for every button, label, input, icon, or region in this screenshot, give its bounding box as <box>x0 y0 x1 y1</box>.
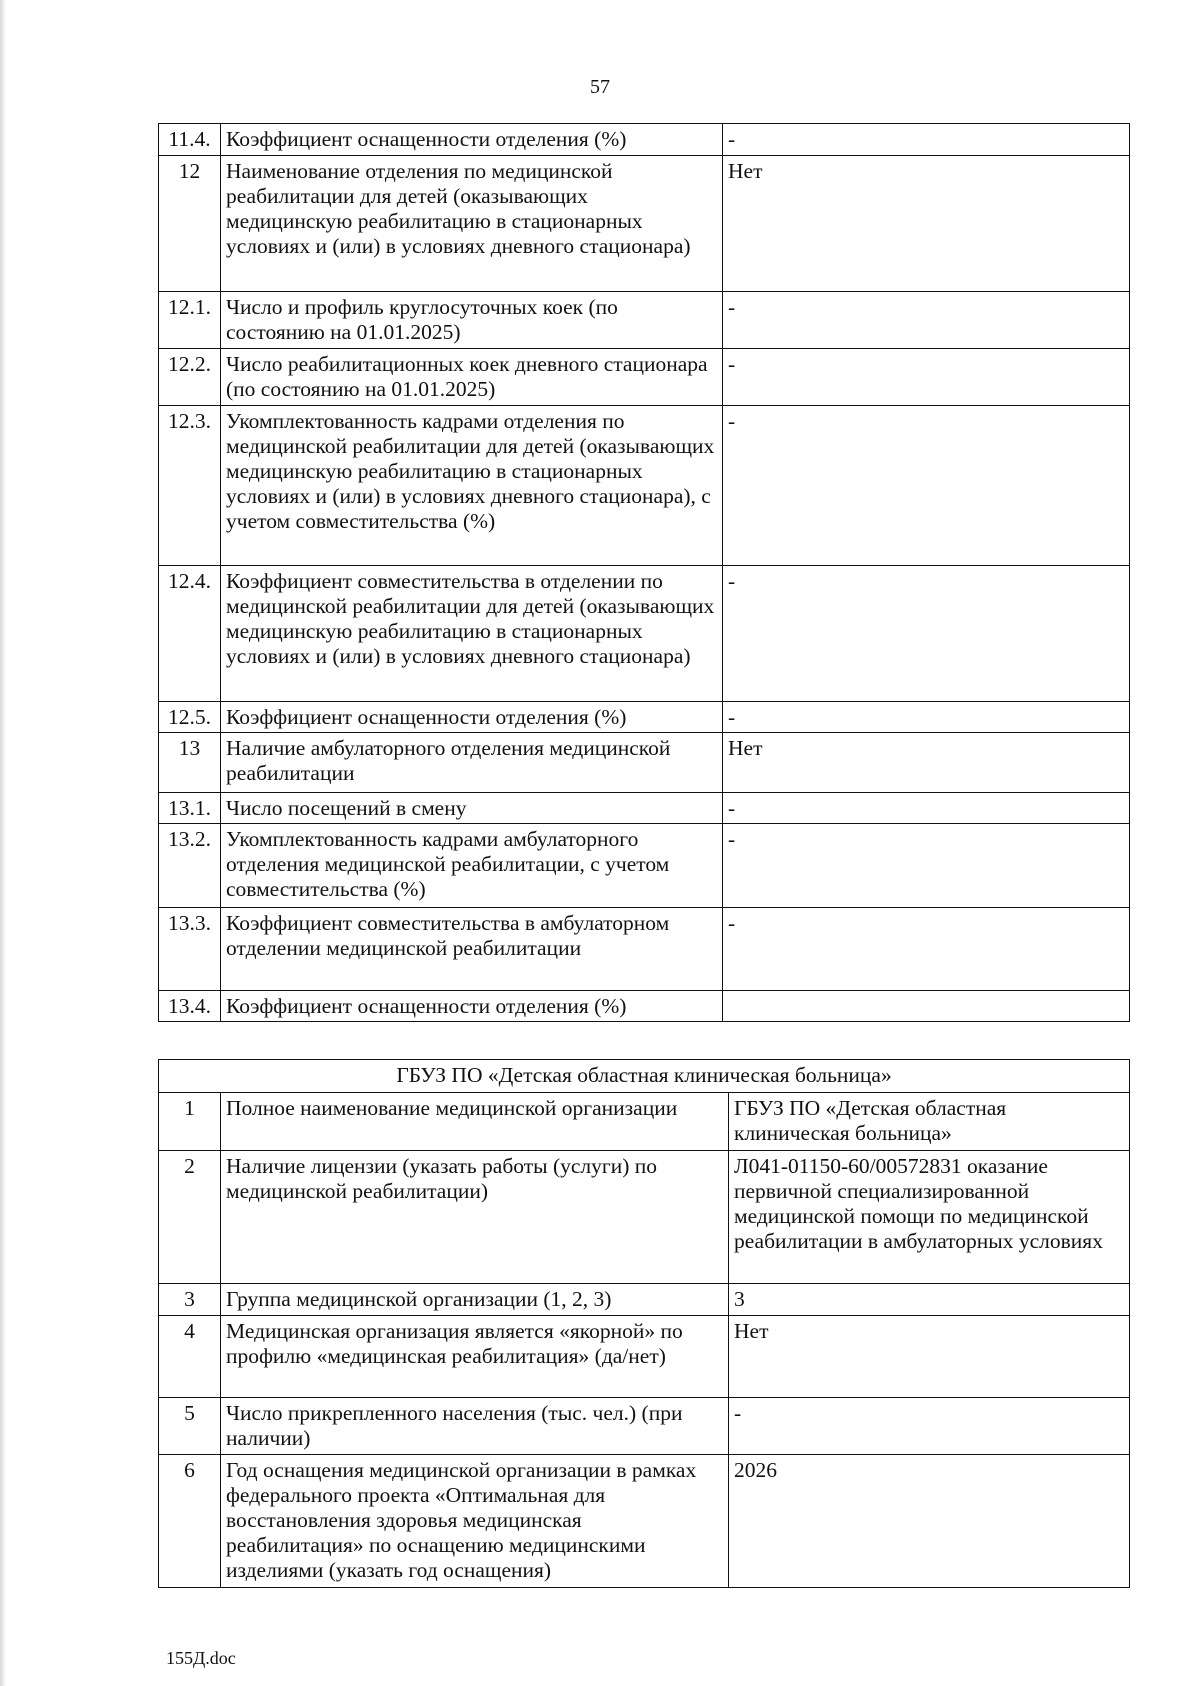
row-value: Л041-01150-60/00572831 оказание первичной специализированной медицинской помощи по медицинской реабилитации в амбулаторных условиях <box>729 1151 1130 1284</box>
row-number: 4 <box>159 1316 221 1398</box>
row-number: 3 <box>159 1284 221 1316</box>
table-row <box>159 349 1130 406</box>
row-number: 6 <box>159 1455 221 1588</box>
row-label: Число и профиль круглосуточных коек (по состоянию на 01.01.2025) <box>221 292 723 349</box>
table-row <box>159 566 1130 702</box>
row-number: 13.3. <box>159 908 221 991</box>
row-label: Коэффициент совместительства в амбулаторном отделении медицинской реабилитации <box>221 908 723 991</box>
scan-edge-shadow <box>0 0 6 1686</box>
row-value: - <box>729 1398 1130 1455</box>
row-number: 12.2. <box>159 349 221 406</box>
row-label: Год оснащения медицинской организации в рамках федерального проекта «Оптимальная для восстановления здоровья медицинская реабилитация» по оснащению медицинскими изделиями (указать год оснащения) <box>221 1455 729 1588</box>
table-row <box>159 1151 1130 1284</box>
row-number: 13.2. <box>159 824 221 908</box>
row-number: 5 <box>159 1398 221 1455</box>
row-value: - <box>723 908 1130 991</box>
hospital-title: ГБУЗ ПО «Детская областная клиническая больница» <box>159 1060 1130 1093</box>
row-value: 3 <box>729 1284 1130 1316</box>
rehab-indicators-table <box>158 123 1130 1022</box>
row-number: 2 <box>159 1151 221 1284</box>
table-row <box>159 406 1130 566</box>
table-row <box>159 733 1130 793</box>
row-value: Нет <box>723 733 1130 793</box>
table-row <box>159 124 1130 156</box>
table-row <box>159 824 1130 908</box>
row-number: 12.3. <box>159 406 221 566</box>
table-row <box>159 156 1130 292</box>
row-value: - <box>723 349 1130 406</box>
table-row <box>159 1455 1130 1588</box>
row-label: Коэффициент совместительства в отделении по медицинской реабилитации для детей (оказывающих медицинскую реабилитацию в стационарных условиях и (или) в условиях дневного стационара) <box>221 566 723 702</box>
row-number: 13.1. <box>159 793 221 824</box>
row-value: - <box>723 793 1130 824</box>
row-value: ГБУЗ ПО «Детская областная клиническая больница» <box>729 1093 1130 1151</box>
row-value: - <box>723 824 1130 908</box>
row-label: Полное наименование медицинской организации <box>221 1093 729 1151</box>
table-row <box>159 1093 1130 1151</box>
row-number: 12.4. <box>159 566 221 702</box>
row-number: 13.4. <box>159 991 221 1022</box>
row-label: Коэффициент оснащенности отделения (%) <box>221 702 723 733</box>
row-value: Нет <box>723 156 1130 292</box>
row-number: 12 <box>159 156 221 292</box>
page-number: 57 <box>590 76 610 98</box>
table-row <box>159 1316 1130 1398</box>
row-label: Число посещений в смену <box>221 793 723 824</box>
row-label: Число реабилитационных коек дневного стационара (по состоянию на 01.01.2025) <box>221 349 723 406</box>
row-value: - <box>723 124 1130 156</box>
row-label: Наличие лицензии (указать работы (услуги) по медицинской реабилитации) <box>221 1151 729 1284</box>
row-label: Наименование отделения по медицинской реабилитации для детей (оказывающих медицинскую реабилитацию в стационарных условиях и (или) в условиях дневного стационара) <box>221 156 723 292</box>
row-label: Укомплектованность кадрами отделения по медицинской реабилитации для детей (оказывающих медицинскую реабилитацию в стационарных условиях и (или) в условиях дневного стационара), с учетом совместительства (%) <box>221 406 723 566</box>
table-row <box>159 793 1130 824</box>
table-row <box>159 702 1130 733</box>
row-label: Наличие амбулаторного отделения медицинской реабилитации <box>221 733 723 793</box>
row-label: Группа медицинской организации (1, 2, 3) <box>221 1284 729 1316</box>
row-value: Нет <box>729 1316 1130 1398</box>
hospital-info-table <box>158 1059 1130 1588</box>
row-value: - <box>723 566 1130 702</box>
row-value: 2026 <box>729 1455 1130 1588</box>
table-row <box>159 292 1130 349</box>
row-number: 11.4. <box>159 124 221 156</box>
row-number: 12.5. <box>159 702 221 733</box>
table-row <box>159 991 1130 1022</box>
table-title-row <box>159 1060 1130 1093</box>
table-row <box>159 1284 1130 1316</box>
row-label: Коэффициент оснащенности отделения (%) <box>221 124 723 156</box>
row-value <box>723 991 1130 1022</box>
row-label: Коэффициент оснащенности отделения (%) <box>221 991 723 1022</box>
row-label: Укомплектованность кадрами амбулаторного отделения медицинской реабилитации, с учетом совместительства (%) <box>221 824 723 908</box>
document-filename: 155Д.doc <box>166 1648 236 1668</box>
row-number: 12.1. <box>159 292 221 349</box>
row-value: - <box>723 406 1130 566</box>
row-number: 1 <box>159 1093 221 1151</box>
row-value: - <box>723 702 1130 733</box>
row-number: 13 <box>159 733 221 793</box>
row-value: - <box>723 292 1130 349</box>
row-label: Медицинская организация является «якорной» по профилю «медицинская реабилитация» (да/нет) <box>221 1316 729 1398</box>
table-row <box>159 908 1130 991</box>
row-label: Число прикрепленного населения (тыс. чел.) (при наличии) <box>221 1398 729 1455</box>
table-row <box>159 1398 1130 1455</box>
